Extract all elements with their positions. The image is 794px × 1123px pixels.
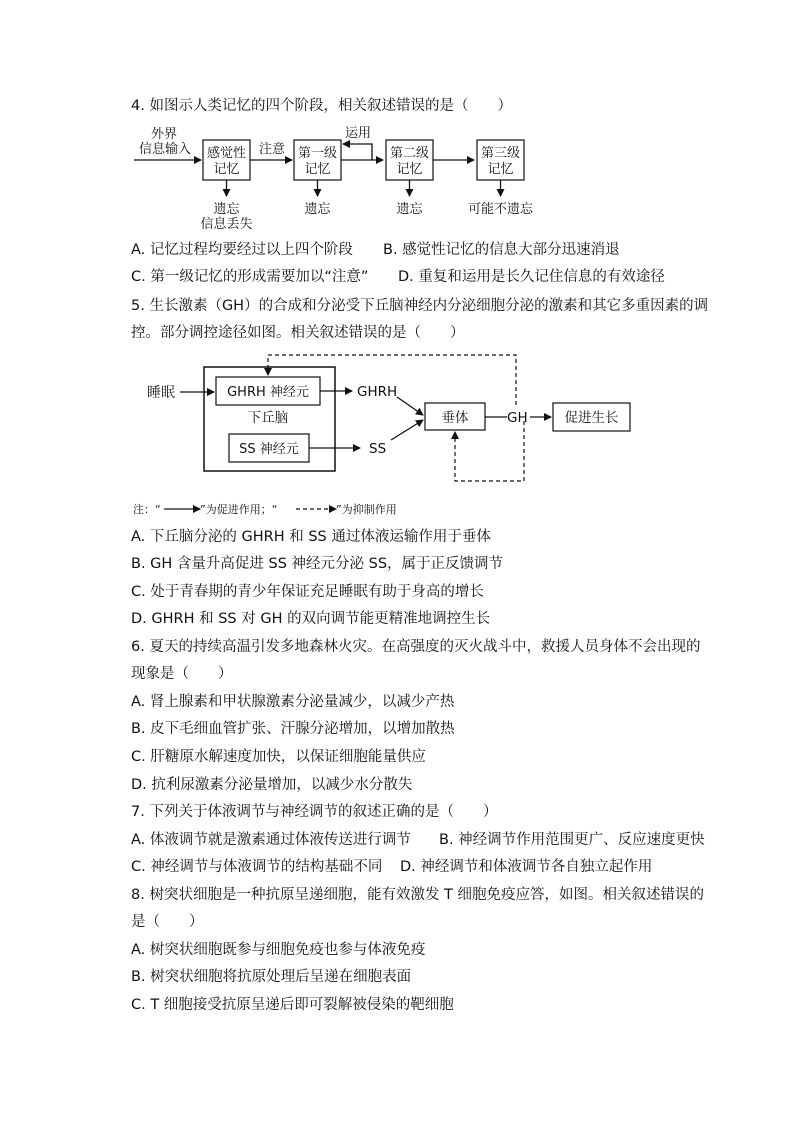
q7-option-a: A. 体液调节就是激素通过体液传送进行调节 — [131, 832, 411, 848]
q8-option-c: C. T 细胞接受抗原呈递后即可裂解被侵染的靶细胞 — [131, 997, 454, 1013]
q8-option-a: A. 树突状细胞既参与细胞免疫也参与体液免疫 — [131, 942, 426, 958]
attention-label: 注意 — [258, 142, 286, 157]
input-label-line2: 信息输入 — [139, 142, 192, 157]
box2-line2: 记忆 — [304, 162, 331, 177]
q5-option-b: B. GH 含量升高促进 SS 神经元分泌 SS，属于正反馈调节 — [131, 556, 504, 572]
ss-neuron-label: SS 神经元 — [239, 442, 299, 457]
box1-line2: 记忆 — [213, 162, 240, 177]
pituitary-label: 垂体 — [441, 410, 469, 426]
out4: 可能不遗忘 — [467, 202, 534, 217]
q5-option-a: A. 下丘脑分泌的 GHRH 和 SS 通过体液运输作用于垂体 — [131, 529, 491, 545]
q4-option-d: D. 重复和运用是长久记住信息的有效途径 — [398, 269, 665, 285]
q8-option-b: B. 树突状细胞将抗原处理后呈递在细胞表面 — [131, 969, 412, 985]
legend-note-prefix: 注：“ — [133, 503, 161, 516]
q7-option-b: B. 神经调节作用范围更广、反应速度更快 — [439, 832, 705, 848]
gh-regulation-diagram — [0, 345, 794, 525]
ss-to-pituitary-arrow — [391, 420, 423, 440]
growth-label: 促进生长 — [564, 410, 619, 426]
ss-label: SS — [369, 441, 387, 457]
box3-line2: 记忆 — [396, 162, 423, 177]
ghrh-to-pituitary-arrow — [397, 397, 423, 415]
q5-option-c: C. 处于青春期的青少年保证充足睡眠有助于身高的增长 — [131, 584, 484, 600]
out1-line1: 遗忘 — [213, 202, 240, 217]
sleep-label: 睡眠 — [147, 385, 175, 401]
q6-option-c: C. 肝糖原水解速度加快，以保证细胞能量供应 — [131, 749, 426, 765]
out2: 遗忘 — [304, 202, 331, 217]
q4-option-c: C. 第一级记忆的形成需要加以“注意” — [131, 269, 369, 285]
q6-stem-line1: 6. 夏天的持续高温引发多地森林火灾。在高强度的灭火战斗中，救援人员身体不会出现的 — [131, 639, 701, 655]
q6-option-d: D. 抗利尿激素分泌量增加，以减少水分散失 — [131, 777, 413, 793]
q4-stem: 4. 如图示人类记忆的四个阶段，相关叙述错误的是（ ） — [131, 98, 512, 114]
box4-line1: 第三级 — [480, 146, 521, 161]
memory-stages-diagram — [0, 122, 794, 232]
q5-stem-line2: 控。部分调控途径如图。相关叙述错误的是（ ） — [131, 325, 465, 341]
out1-line2: 信息丢失 — [200, 217, 253, 232]
input-label-line1: 外界 — [151, 127, 178, 142]
box1-line1: 感觉性 — [206, 146, 247, 161]
q7-option-c: C. 神经调节与体液调节的结构基础不同 — [131, 859, 383, 875]
box3-line1: 第二级 — [389, 146, 430, 161]
q6-option-b: B. 皮下毛细血管扩张、汗腺分泌增加，以增加散热 — [131, 721, 455, 737]
q4-option-a: A. 记忆过程均要经过以上四个阶段 — [131, 242, 353, 258]
ghrh-label: GHRH — [357, 384, 398, 400]
legend-note-mid: ”为促进作用；“ — [200, 503, 278, 516]
q5-stem-line1: 5. 生长激素（GH）的合成和分泌受下丘脑神经内分泌细胞分泌的激素和其它多重因素的调 — [131, 298, 709, 314]
gh-label: GH — [507, 410, 528, 426]
q5-option-d: D. GHRH 和 SS 对 GH 的双向调节能更精准地调控生长 — [131, 611, 491, 627]
q6-option-a: A. 肾上腺素和甲状腺激素分泌量减少，以减少产热 — [131, 694, 455, 710]
box4-line2: 记忆 — [487, 162, 514, 177]
use-label: 运用 — [344, 126, 372, 141]
out3: 遗忘 — [396, 202, 423, 217]
q4-option-b: B. 感觉性记忆的信息大部分迅速消退 — [383, 242, 620, 258]
ghrh-neuron-label: GHRH 神经元 — [227, 385, 309, 400]
legend-note-suffix: ”为抑制作用 — [336, 503, 397, 516]
q7-option-d: D. 神经调节和体液调节各自独立起作用 — [400, 859, 653, 875]
box2-line1: 第一级 — [297, 146, 338, 161]
q6-stem-line2: 现象是（ ） — [131, 666, 233, 682]
q7-stem: 7. 下列关于体液调节与神经调节的叙述正确的是（ ） — [131, 804, 498, 820]
q8-stem-line1: 8. 树突状细胞是一种抗原呈递细胞，能有效激发 T 细胞免疫应答，如图。相关叙述错误的 — [131, 887, 705, 903]
use-loop-arrow — [343, 144, 372, 160]
hypothalamus-label: 下丘脑 — [247, 410, 289, 426]
q8-stem-line2: 是（ ） — [131, 914, 204, 930]
